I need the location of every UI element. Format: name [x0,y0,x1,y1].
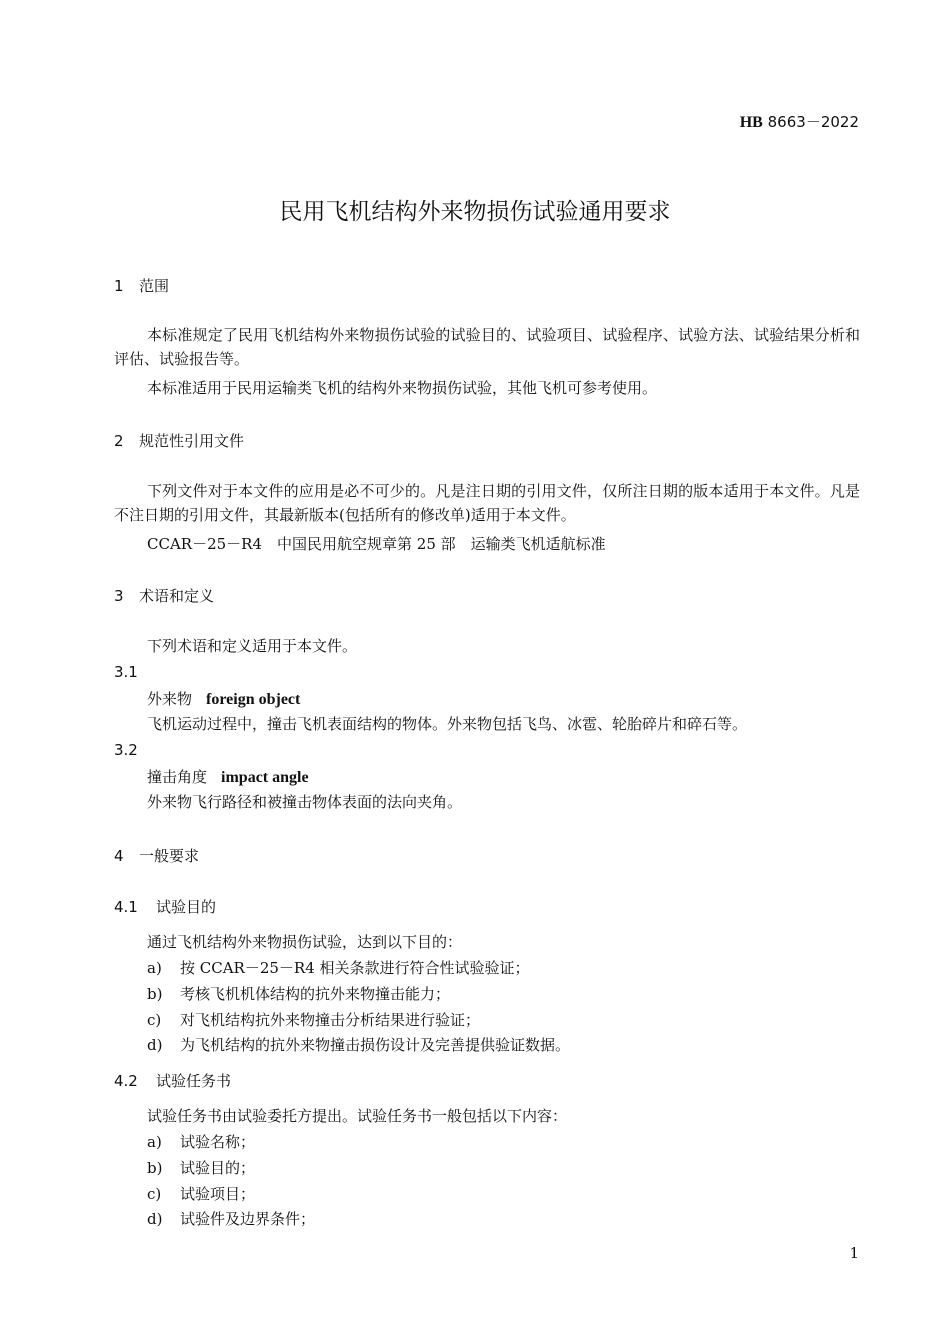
list-item [147,983,450,1004]
list-label: b) [147,985,163,1003]
list-item [147,1131,255,1152]
section-2-heading [114,430,244,451]
term-chinese: 撞击角度 [147,768,208,786]
term-3-2 [147,766,309,787]
term-3-1-definition: 飞机运动过程中，撞击飞机表面结构的物体。外来物包括飞鸟、冰雹、轮胎碎片和碎石等。 [147,715,748,733]
section-title: 试验目的 [156,898,217,916]
section-number: 1 [114,277,124,295]
section-4-2-intro: 试验任务书由试验委托方提出。试验任务书一般包括以下内容： [147,1107,568,1125]
list-item [147,1009,480,1030]
section-1-paragraph-2: 本标准适用于民用运输类飞机的结构外来物损伤试验，其他飞机可参考使用。 [147,379,658,397]
section-number: 2 [114,432,124,450]
section-4-1-heading [114,896,216,917]
term-english: foreign object [206,691,301,708]
section-title: 试验任务书 [156,1072,232,1090]
list-text: 对飞机结构抗外来物撞击分析结果进行验证； [180,1011,481,1029]
section-number: 4.2 [114,1072,138,1090]
list-item [147,957,530,978]
section-title: 范围 [139,277,170,295]
list-item [147,1034,570,1055]
standard-code: 8663－2022 [767,113,859,131]
section-number: 3 [114,587,124,605]
list-label: d) [147,1210,163,1228]
term-3-2-definition: 外来物飞行路径和被撞击物体表面的法向夹角。 [147,793,463,811]
section-1-paragraph-1 [114,323,860,371]
list-text: 试验目的； [180,1159,256,1177]
section-1-heading [114,275,169,296]
list-text: 按 CCAR－25－R4 相关条款进行符合性试验验证； [180,959,530,977]
section-2-paragraph-1 [114,479,860,527]
list-text: 考核飞机机体结构的抗外来物撞击能力； [180,985,451,1003]
paragraph-text: 本标准规定了民用飞机结构外来物损伤试验的试验目的、试验项目、试验程序、试验方法、试验结果分析和评估、试验报告等。 [114,326,860,368]
normative-reference: CCAR－25－R4 中国民用航空规章第 25 部 运输类飞机适航标准 [147,535,606,553]
section-4-2-heading [114,1070,231,1091]
list-label: a) [147,959,162,977]
term-3-1-number: 3.1 [114,663,138,681]
document-title: 民用飞机结构外来物损伤试验通用要求 [279,199,671,225]
term-english: impact angle [221,769,309,786]
list-text: 试验项目； [180,1185,256,1203]
standard-prefix: HB [739,114,763,131]
page-number: 1 [849,1244,859,1262]
section-number: 4 [114,847,124,865]
section-3-intro: 下列术语和定义适用于本文件。 [147,637,358,655]
list-item [147,1208,315,1229]
list-label: c) [147,1011,162,1029]
term-chinese: 外来物 [147,690,193,708]
list-text: 为飞机结构的抗外来物撞击损伤设计及完善提供验证数据。 [180,1036,571,1054]
section-4-1-intro: 通过飞机结构外来物损伤试验，达到以下目的： [147,933,463,951]
list-text: 试验件及边界条件； [180,1210,316,1228]
standard-number [740,111,859,132]
list-item [147,1157,255,1178]
list-label: c) [147,1185,162,1203]
section-title: 规范性引用文件 [139,432,245,450]
section-number: 4.1 [114,898,138,916]
term-3-1 [147,688,300,709]
paragraph-text: 下列文件对于本文件的应用是必不可少的。凡是注日期的引用文件，仅所注日期的版本适用于本文件。凡是不注日期的引用文件，其最新版本(包括所有的修改单)适用于本文件。 [114,482,860,524]
list-text: 试验名称； [180,1133,256,1151]
term-3-2-number: 3.2 [114,741,138,759]
section-3-heading [114,585,214,606]
list-label: a) [147,1133,162,1151]
section-title: 术语和定义 [139,587,215,605]
list-label: d) [147,1036,163,1054]
list-label: b) [147,1159,163,1177]
list-item [147,1183,255,1204]
section-title: 一般要求 [139,847,200,865]
section-4-heading [114,845,199,866]
